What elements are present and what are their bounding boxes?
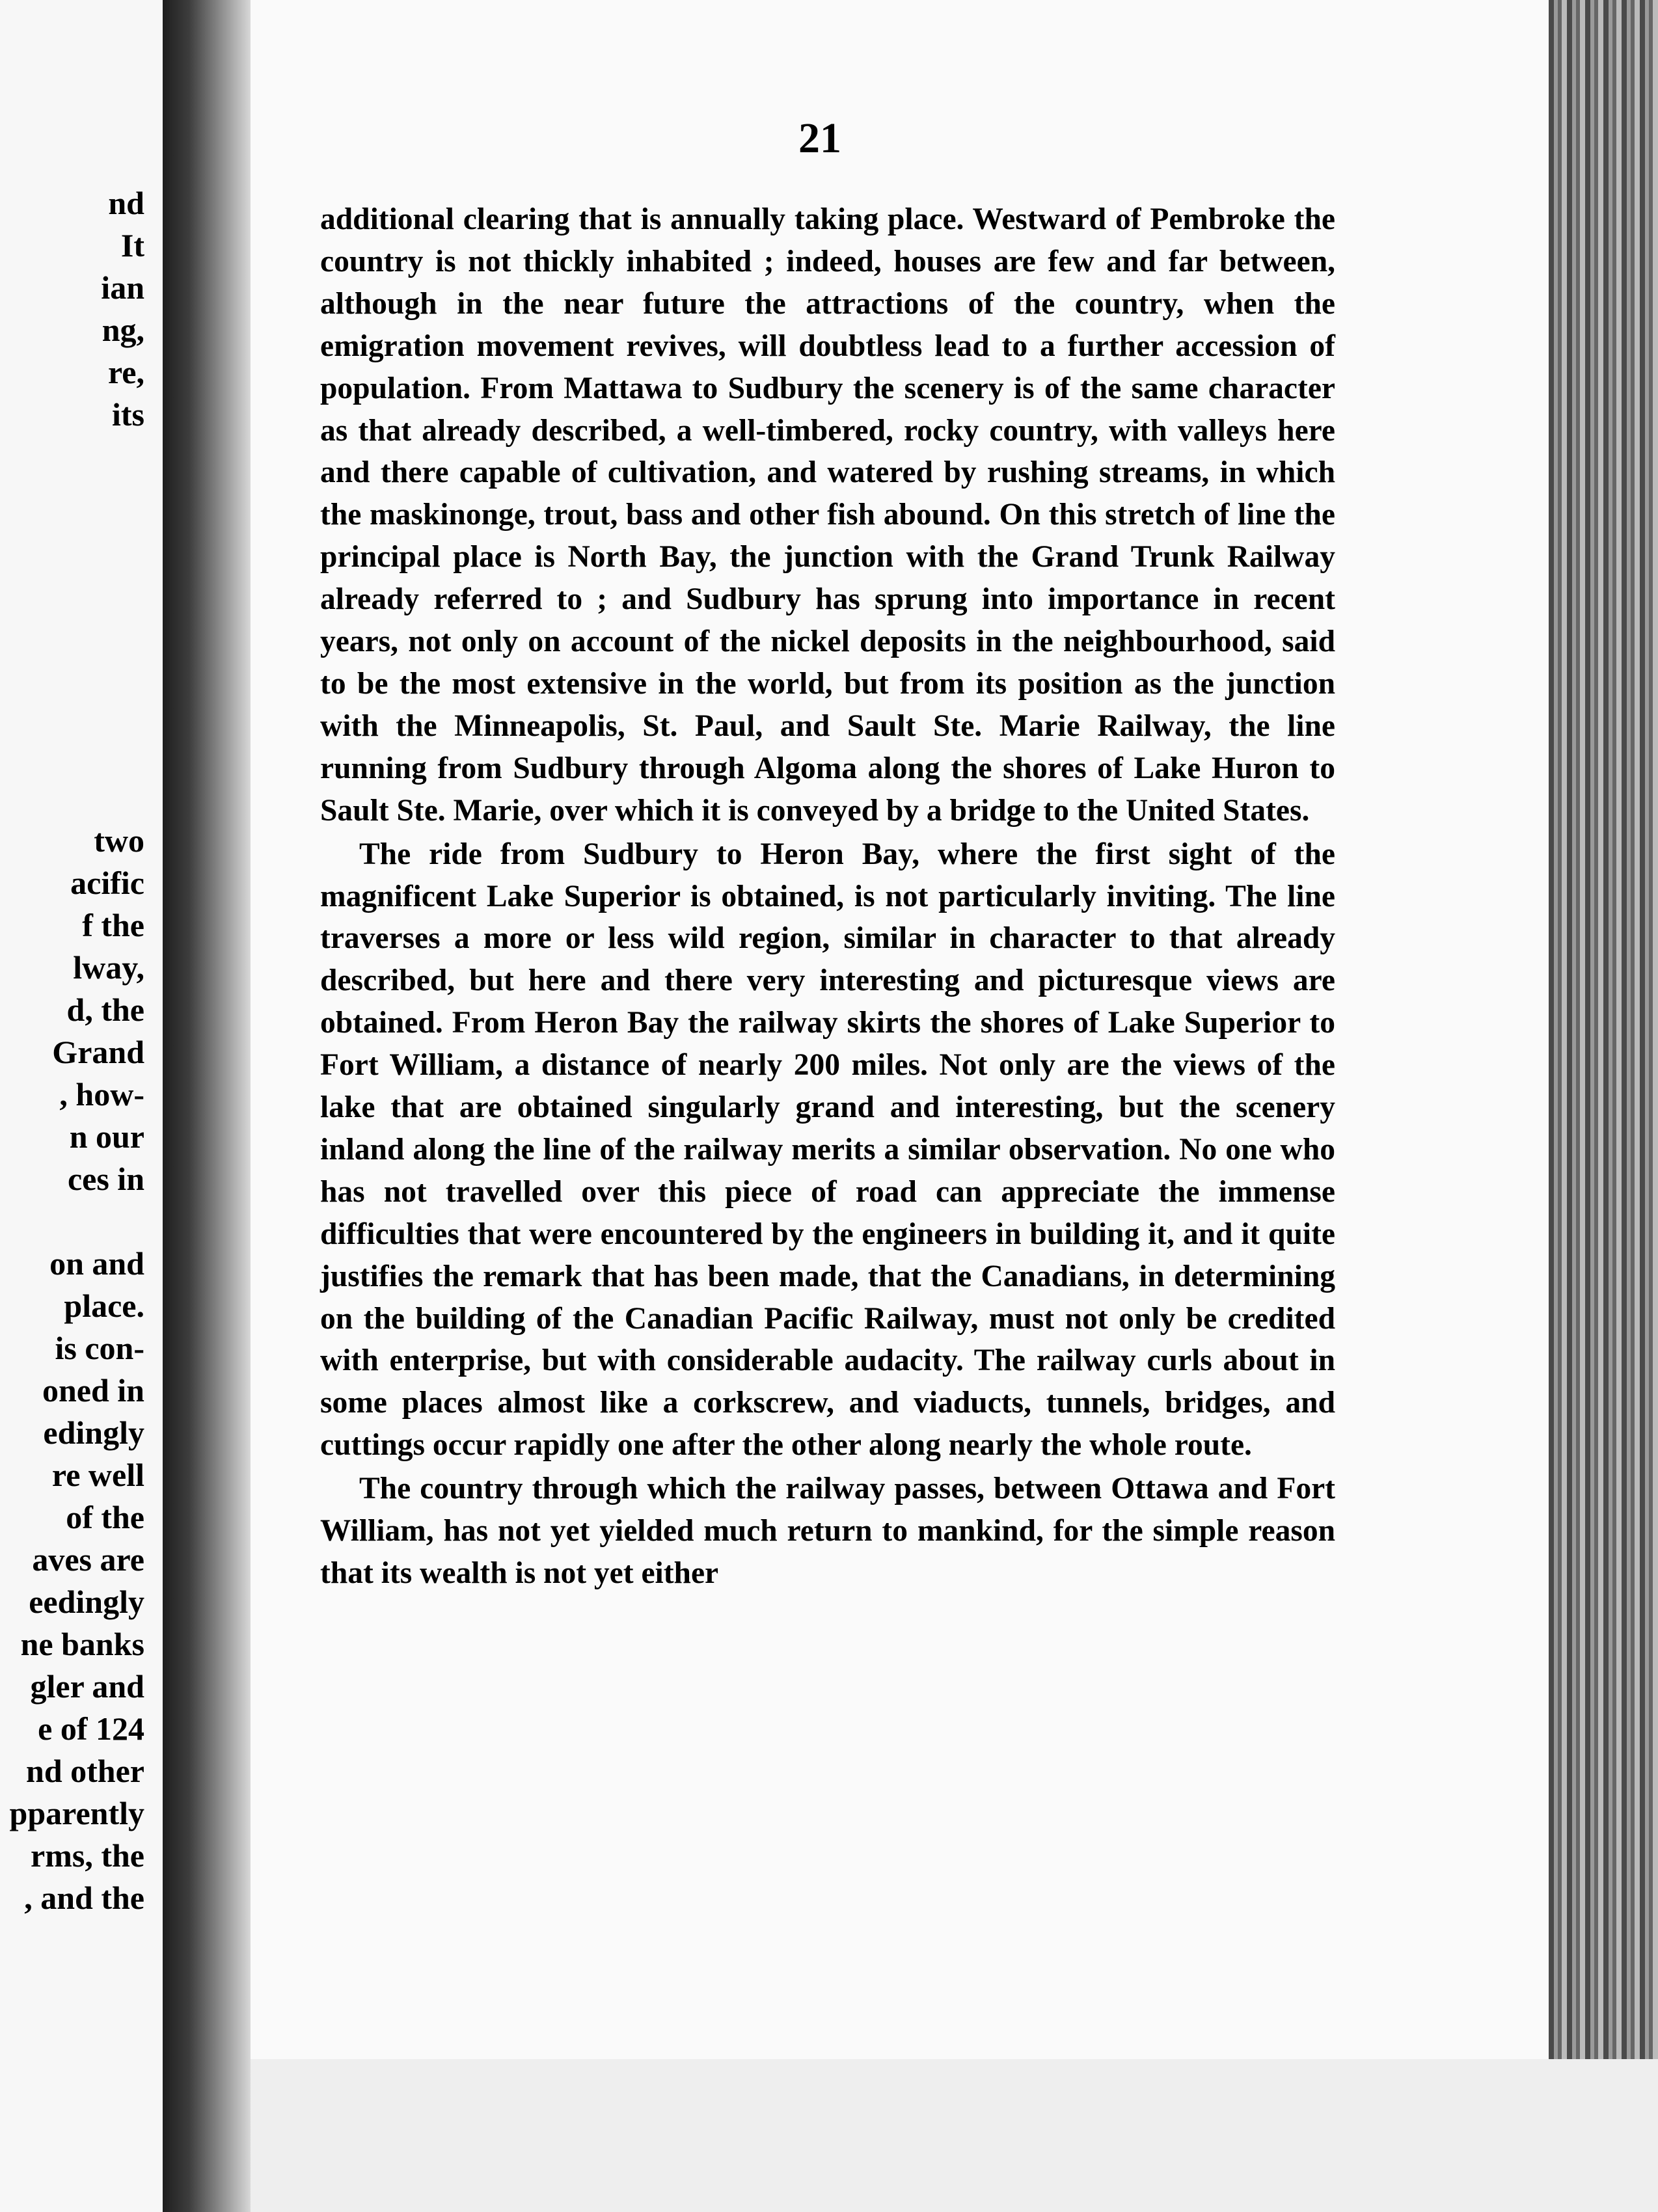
facing-line: aves are — [32, 1541, 144, 1578]
page-bottom-margin — [251, 2059, 1658, 2212]
facing-line: oned in — [42, 1372, 144, 1409]
facing-line: two — [94, 822, 144, 859]
facing-line: re, — [108, 354, 144, 390]
facing-line: nd other — [26, 1753, 144, 1789]
facing-line: on and — [49, 1245, 144, 1282]
facing-line: d, the — [66, 991, 144, 1028]
facing-line: gler and — [30, 1668, 144, 1705]
facing-line: pparently — [9, 1795, 144, 1831]
facing-line: f the — [82, 907, 144, 943]
facing-line: edingly — [43, 1414, 144, 1451]
facing-line: is con- — [55, 1330, 144, 1366]
facing-line: ng, — [102, 312, 144, 348]
facing-line: re well — [51, 1457, 144, 1493]
facing-line: nd — [108, 185, 144, 221]
facing-line: ian — [101, 269, 144, 306]
facing-page-strip — [0, 0, 163, 2212]
facing-line: its — [112, 396, 144, 433]
facing-line: eedingly — [29, 1584, 144, 1620]
facing-line: lway, — [73, 949, 144, 986]
facing-line: ne banks — [20, 1626, 144, 1662]
facing-line: ces in — [67, 1161, 144, 1197]
body-text — [320, 198, 1335, 1595]
paragraph-3: The country through which the railway passes, between Ottawa and Fort William, has not yet yielded much return to mankind, for the simple reason that its wealth is not yet either — [320, 1472, 1335, 1590]
facing-line: place. — [64, 1288, 144, 1324]
facing-line: It — [120, 227, 144, 263]
facing-line: of the — [66, 1499, 144, 1535]
page-edges — [1549, 0, 1658, 2059]
facing-line: , how- — [59, 1076, 144, 1113]
paragraph-2: The ride from Sudbury to Heron Bay, where the first sight of the magnificent Lake Superior is obtained, is not particularly inviting. The line traverses a more or less wild region, similar in character to that already described, but here and there very interesting and picturesque views are obtained. From Heron Bay the railway skirts the shores of Lake Superior to Fort William, a distance of nearly 200 miles. Not only are the views of the lake that are obtained singularly grand and interesting, but the scenery inland along the line of the railway merits a similar observation. No one who has not travelled over this piece of road can appreciate the immense difficulties that were encountered by the engineers in building it, and it quite justifies the remark that has been made, that the Canadians, in determining on the building of the Canadian Pacific Railway, must not only be credited with enterprise, but with considerable audacity. The railway curls about in some places almost like a corkscrew, and viaducts, tunnels, bridges, and cuttings occur rapidly one after the other along nearly the whole route. — [320, 837, 1335, 1463]
book-gutter — [163, 0, 251, 2212]
facing-line: e of 124 — [38, 1710, 144, 1747]
page-number: 21 — [798, 115, 841, 162]
facing-line: acific — [70, 865, 144, 901]
facing-line: n our — [69, 1118, 144, 1155]
paragraph-1: additional clearing that is annually taking place. Westward of Pembroke the country is not thickly inhabited ; indeed, houses are few and far between, although in the near future the attractions of the country, when the emigration movement revives, will doubtless lead to a further accession of population. From Mattawa to Sudbury the scenery is of the same character as that already described, a well-timbered, rocky country, with valleys here and there capable of cultivation, and watered by rushing streams, in which the maskinonge, trout, bass and other fish abound. On this stretch of line the principal place is North Bay, the junction with the Grand Trunk Railway already referred to ; and Sudbury has sprung into importance in recent years, not only on account of the nickel deposits in the neighbourhood, said to be the most extensive in the world, but from its position as the junction with the Minneapolis, St. Paul, and Sault Ste. Marie Railway, the line running from Sudbury through Algoma along the shores of Lake Huron to Sault Ste. Marie, over which it is conveyed by a bridge to the United States. — [320, 202, 1335, 828]
facing-line: Grand — [52, 1034, 144, 1070]
facing-line: , and the — [24, 1880, 144, 1916]
facing-line: rms, the — [31, 1837, 144, 1874]
